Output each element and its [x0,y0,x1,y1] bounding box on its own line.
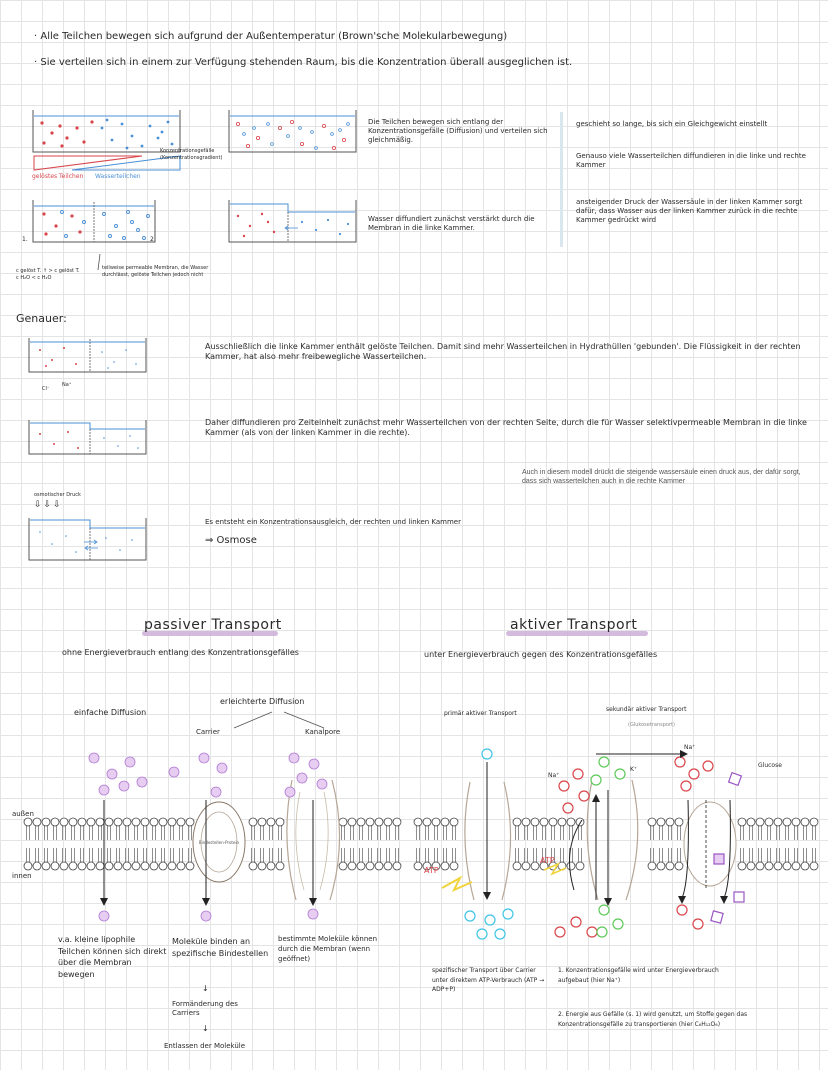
bracket-erleichterte [214,710,344,730]
desc-channel: bestimmte Moleküle können durch die Membran (wenn geöffnet) [278,935,378,964]
genauer-text-1: Ausschließlich die linke Kammer enthält gelöste Teilchen. Damit sind mehr Wasserteilchen in Hydrathüllen 'gebunden'. Die Flüssigkeit in der rechten Kammer, hat also mehr freibewegliche Wasserteilchen. [205,342,801,362]
right-note-2: Genauso viele Wasserteilchen diffundieren in die linke und rechte Kammer [576,152,806,170]
genauer-tank-3 [28,516,148,562]
active-subtitle: unter Energieverbrauch gegen des Konzentrationsgefälles [424,650,658,659]
carrier-inner-label: Bindestellen-Protein [198,840,240,845]
intro-bullet-1: · Alle Teilchen bewegen sich aufgrund der Außentemperatur (Brown'sche Molekularbewegung) [34,31,508,42]
genauer-title: Genauer: [16,312,67,325]
label-secondary-sub: (Glukosetransport) [628,722,675,728]
chamber-2-label: 2. [150,236,156,243]
label-carrier: Carrier [196,728,220,736]
printed-note: Auch in diesem modell drückt die steigende wassersäule einen druck aus, der dafür sorgt, dass sich wasserteilchen auch in die rechte Kammer [522,469,801,486]
text-formaenderung: Formänderung des Carriers [172,1000,238,1018]
legend-solute: gelöstes Teilchen [32,173,84,180]
active-molecules [412,740,822,940]
osmose-label: ⇒ Osmose [205,535,257,546]
genauer-text-3: Es entsteht ein Konzentrationsausgleich, der rechten und linken Kammer [205,518,461,526]
label-secondary: sekundär aktiver Transport [606,706,687,713]
label-kanal: Kanalpore [305,728,341,736]
label-inside: innen [12,872,32,880]
label-k: K⁺ [630,766,638,773]
label-primary: primär aktiver Transport [444,710,517,717]
label-na-left: Na⁺ [548,772,560,779]
osmotic-label: osmotischer Druck [34,492,81,498]
membrane-note: teilweise permeable Membran, die Wasser durchlässt, gelöste Teilchen jedoch nicht [102,265,209,278]
membrane-tank-start [32,198,157,248]
active-title: aktiver Transport [510,617,638,633]
label-na-right: Na⁺ [684,744,696,751]
legend-water: Wasserteilchen [95,173,141,180]
conc-note-line-1: c gelöst T. ↑ > c gelöst T. [16,268,80,274]
osmotic-arrows: ⇩⇩⇩ [34,500,63,510]
chamber-1-label: 1. [22,236,28,243]
text-diffusion: Die Teilchen bewegen sich entlang der Konzentrationsgefälle (Diffusion) und verteilen sich gleichmäßig. [368,118,548,145]
label-outside: außen [12,810,34,818]
label-glucose: Glucose [758,762,782,769]
ion-na-label: Na⁺ [62,382,72,388]
genauer-tank-2 [28,418,148,458]
right-note-1: geschieht so lange, bis sich ein Gleichgewicht einstellt [576,120,768,128]
passive-title: passiver Transport [144,617,282,633]
desc-simple: v.a. kleine lipophile Teilchen können sich direkt über die Membran bewegen [58,935,167,979]
label-atp-primary: ATP [424,866,439,875]
label-erleichterte: erleichterte Diffusion [220,697,305,706]
diffusion-tank-mixed [228,108,358,158]
passive-molecules [22,740,402,940]
passive-subtitle: ohne Energieverbrauch entlang des Konzentrationsgefälles [62,648,299,657]
desc-secondary-2: 2. Energie aus Gefälle (s. 1) wird genutzt, um Stoffe gegen das Konzentrationsgefälle zu transportieren (hier C₆H₁₂O₆) [558,1011,748,1028]
ion-cl-label: Cl⁻ [42,386,50,392]
intro-line-2: Sie verteilen sich in einem zur Verfügung stehenden Raum, bis die Konzentration überall ausgeglichen ist. [40,57,573,68]
conc-note [16,268,91,281]
desc-primary: spezifischer Transport über Carrier unter direktem ATP-Verbrauch (ATP → ADP+P) [432,967,545,994]
label-einfache: einfache Diffusion [74,708,147,717]
genauer-tank-1 [28,336,148,376]
membrane-tank-rising [228,198,358,248]
text-water: Wasser diffundiert zunächst verstärkt durch die Membran in die linke Kammer. [368,215,535,233]
conc-note-line-2: c H₂O < c H₂O [16,274,52,281]
arrow-entlassen: ↓ [202,1024,209,1033]
gradient-label: Konzentrationsgefälle (Konzentrationsgradient) [160,148,223,161]
right-note-3: ansteigender Druck der Wassersäule in der linken Kammer sorgt dafür, dass Wasser aus der linken Kammer zurück in die rechte Kammer gedrückt wird [576,198,803,225]
right-column-bar [560,112,563,247]
intro-line-1: Alle Teilchen bewegen sich aufgrund der Außentemperatur (Brown'sche Molekularbewegung) [40,31,508,42]
arrow-formaenderung: ↓ [202,984,209,993]
genauer-text-2: Daher diffundieren pro Zeiteinheit zunächst mehr Wasserteilchen von der rechten Seite, durch die für Wasser selektivpermeable Membran in die linke Kammer (als von der linken Kammer in die rechte). [205,418,807,438]
desc-secondary-1: 1. Konzentrationsgefälle wird unter Energieverbrauch aufgebaut (hier Na⁺) [558,967,719,984]
label-atp-secondary: ATP [540,856,555,865]
desc-carrier: Moleküle binden an spezifische Bindestellen [172,937,269,958]
intro-bullet-2: · Sie verteilen sich in einem zur Verfügung stehenden Raum, bis die Konzentration überall ausgeglichen ist. [34,57,573,68]
text-entlassen: Entlassen der Moleküle [164,1042,246,1050]
